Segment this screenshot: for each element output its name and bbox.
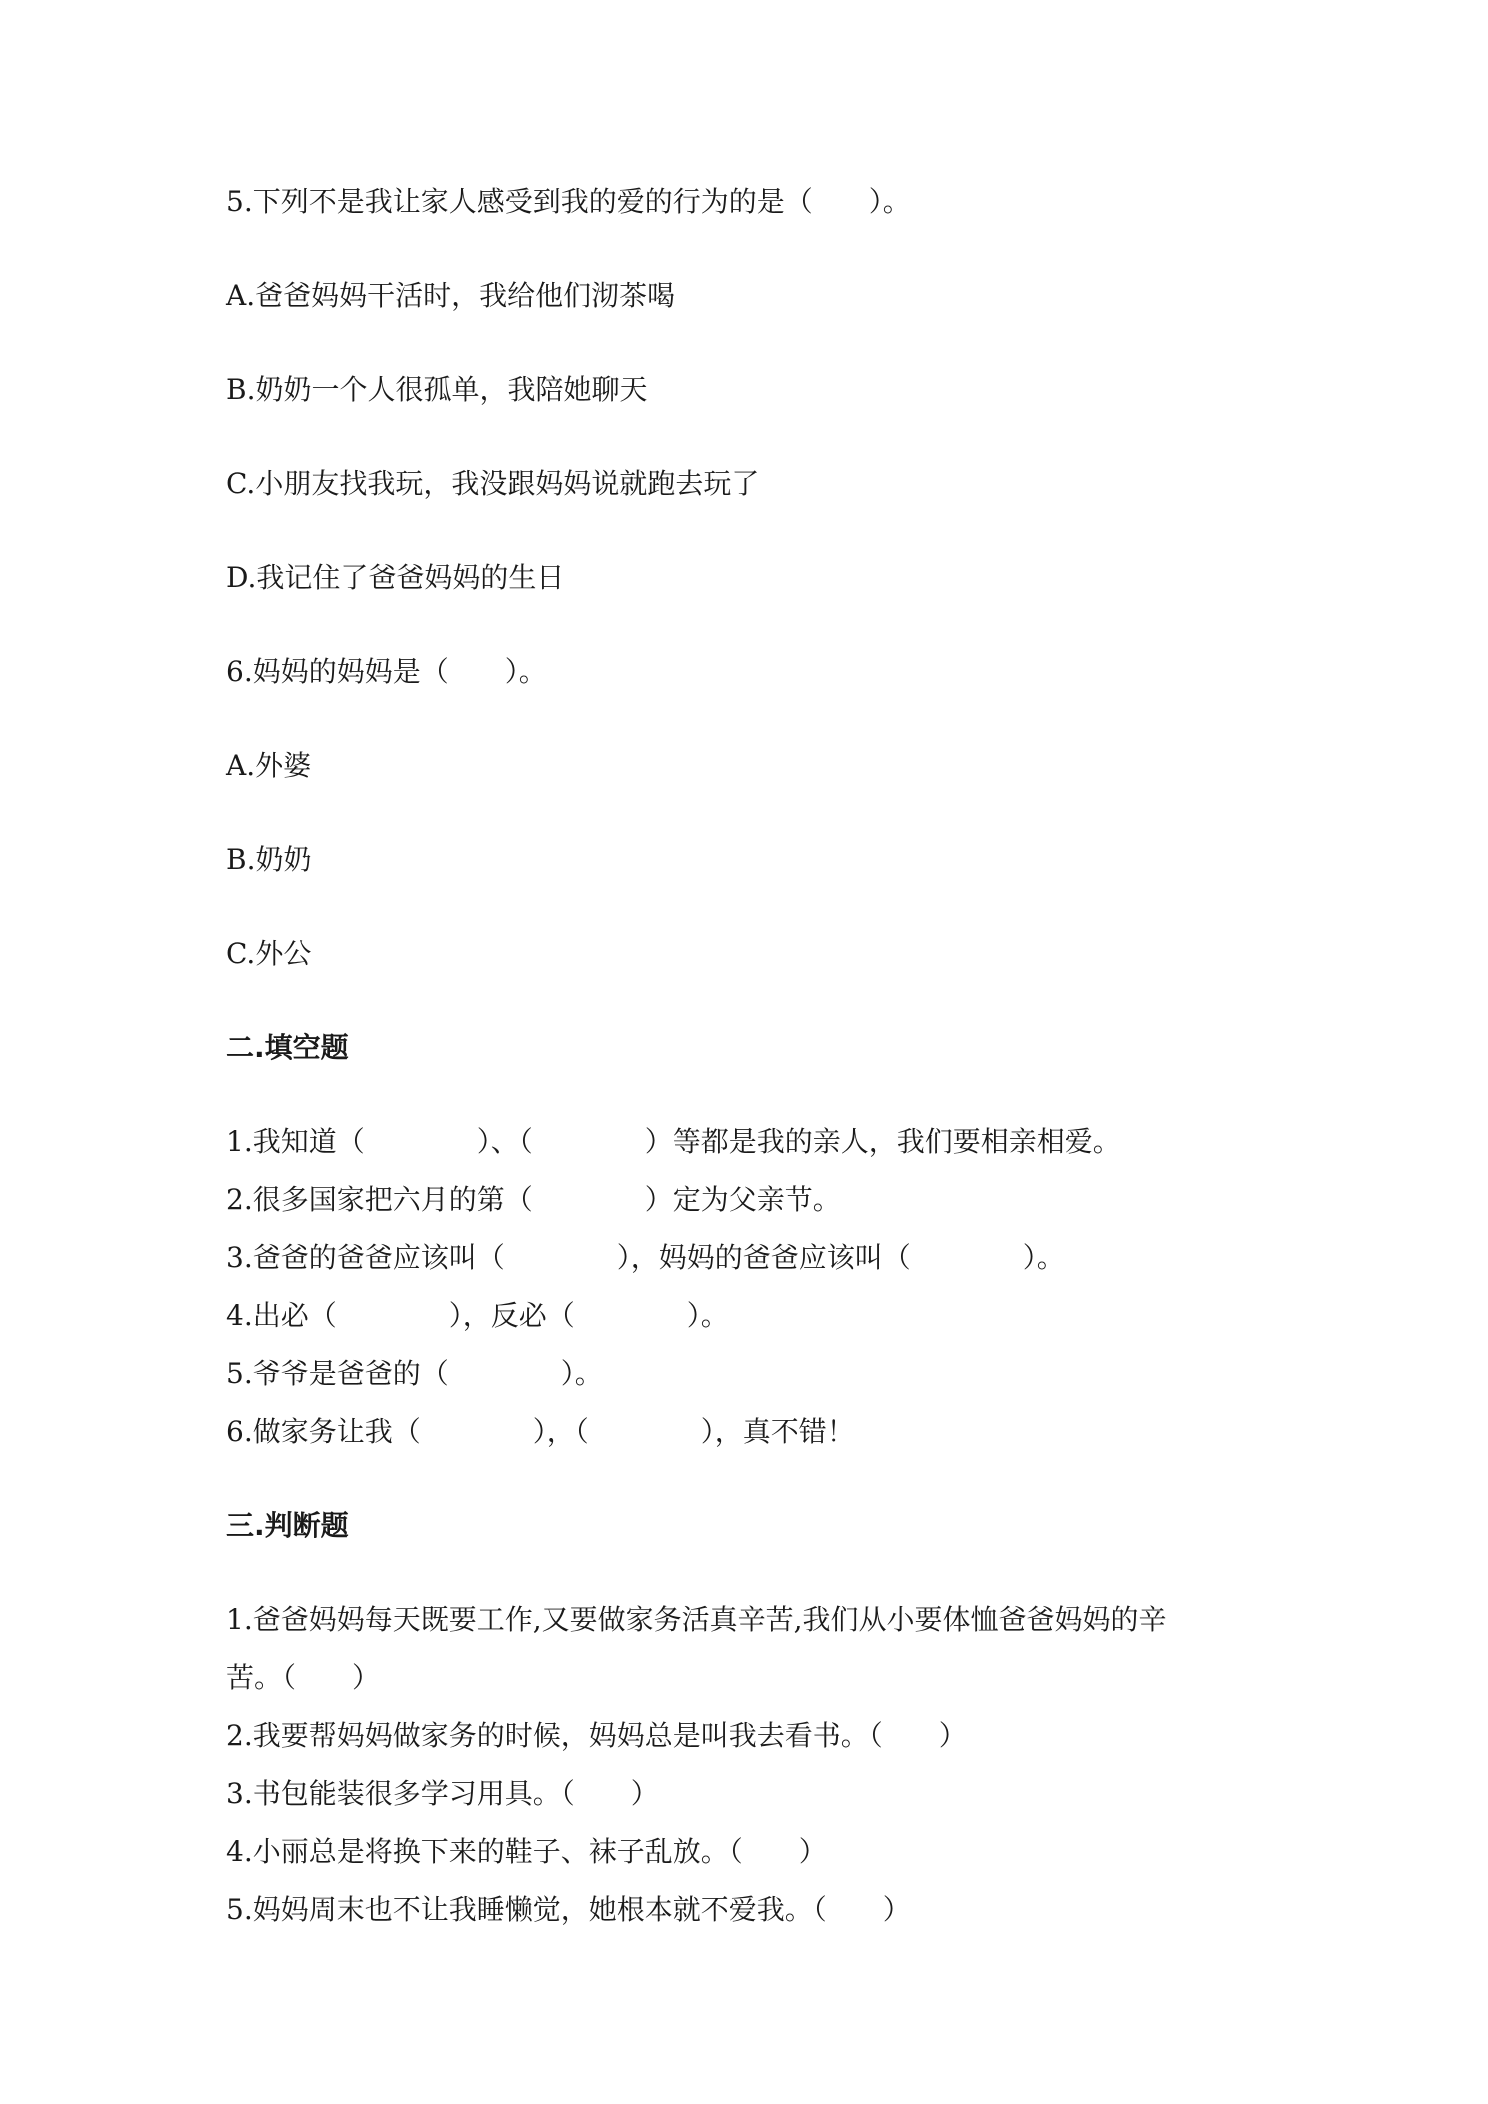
judge-item-continued: 苦。（ ） bbox=[226, 1661, 381, 1694]
fill-item: 1.我知道（ ）、（ ）等都是我的亲人，我们要相亲相爱。 bbox=[226, 1125, 1121, 1158]
fill-item: 2.很多国家把六月的第（ ）定为父亲节。 bbox=[226, 1183, 841, 1216]
fill-item: 6.做家务让我（ ），（ ），真不错！ bbox=[226, 1415, 855, 1448]
fill-item: 4.出必（ ），反必（ ）。 bbox=[226, 1299, 729, 1332]
option-d: D.我记住了爸爸妈妈的生日 bbox=[226, 561, 565, 594]
judge-item: 5.妈妈周末也不让我睡懒觉，她根本就不爱我。（ ） bbox=[226, 1893, 911, 1926]
option-b: B.奶奶 bbox=[226, 843, 312, 876]
option-a: A.爸爸妈妈干活时，我给他们沏茶喝 bbox=[226, 279, 676, 312]
option-c: C.小朋友找我玩，我没跟妈妈说就跑去玩了 bbox=[226, 467, 760, 500]
option-b: B.奶奶一个人很孤单，我陪她聊天 bbox=[226, 373, 648, 406]
judge-item: 4.小丽总是将换下来的鞋子、袜子乱放。（ ） bbox=[226, 1835, 827, 1868]
section-title: 二.填空题 bbox=[226, 1031, 349, 1064]
judge-item: 3.书包能装很多学习用具。（ ） bbox=[226, 1777, 659, 1810]
option-c: C.外公 bbox=[226, 937, 312, 970]
judge-item: 2.我要帮妈妈做家务的时候，妈妈总是叫我去看书。（ ） bbox=[226, 1719, 967, 1752]
fill-item: 3.爸爸的爸爸应该叫（ ），妈妈的爸爸应该叫（ ）。 bbox=[226, 1241, 1065, 1274]
judge-item: 1.爸爸妈妈每天既要工作,又要做家务活真辛苦,我们从小要体恤爸爸妈妈的辛 bbox=[226, 1603, 1167, 1636]
question-stem: 5.下列不是我让家人感受到我的爱的行为的是（ ）。 bbox=[226, 185, 911, 218]
option-a: A.外婆 bbox=[226, 749, 312, 782]
fill-item: 5.爷爷是爸爸的（ ）。 bbox=[226, 1357, 603, 1390]
question-stem: 6.妈妈的妈妈是（ ）。 bbox=[226, 655, 547, 688]
section-title: 三.判断题 bbox=[226, 1509, 349, 1542]
